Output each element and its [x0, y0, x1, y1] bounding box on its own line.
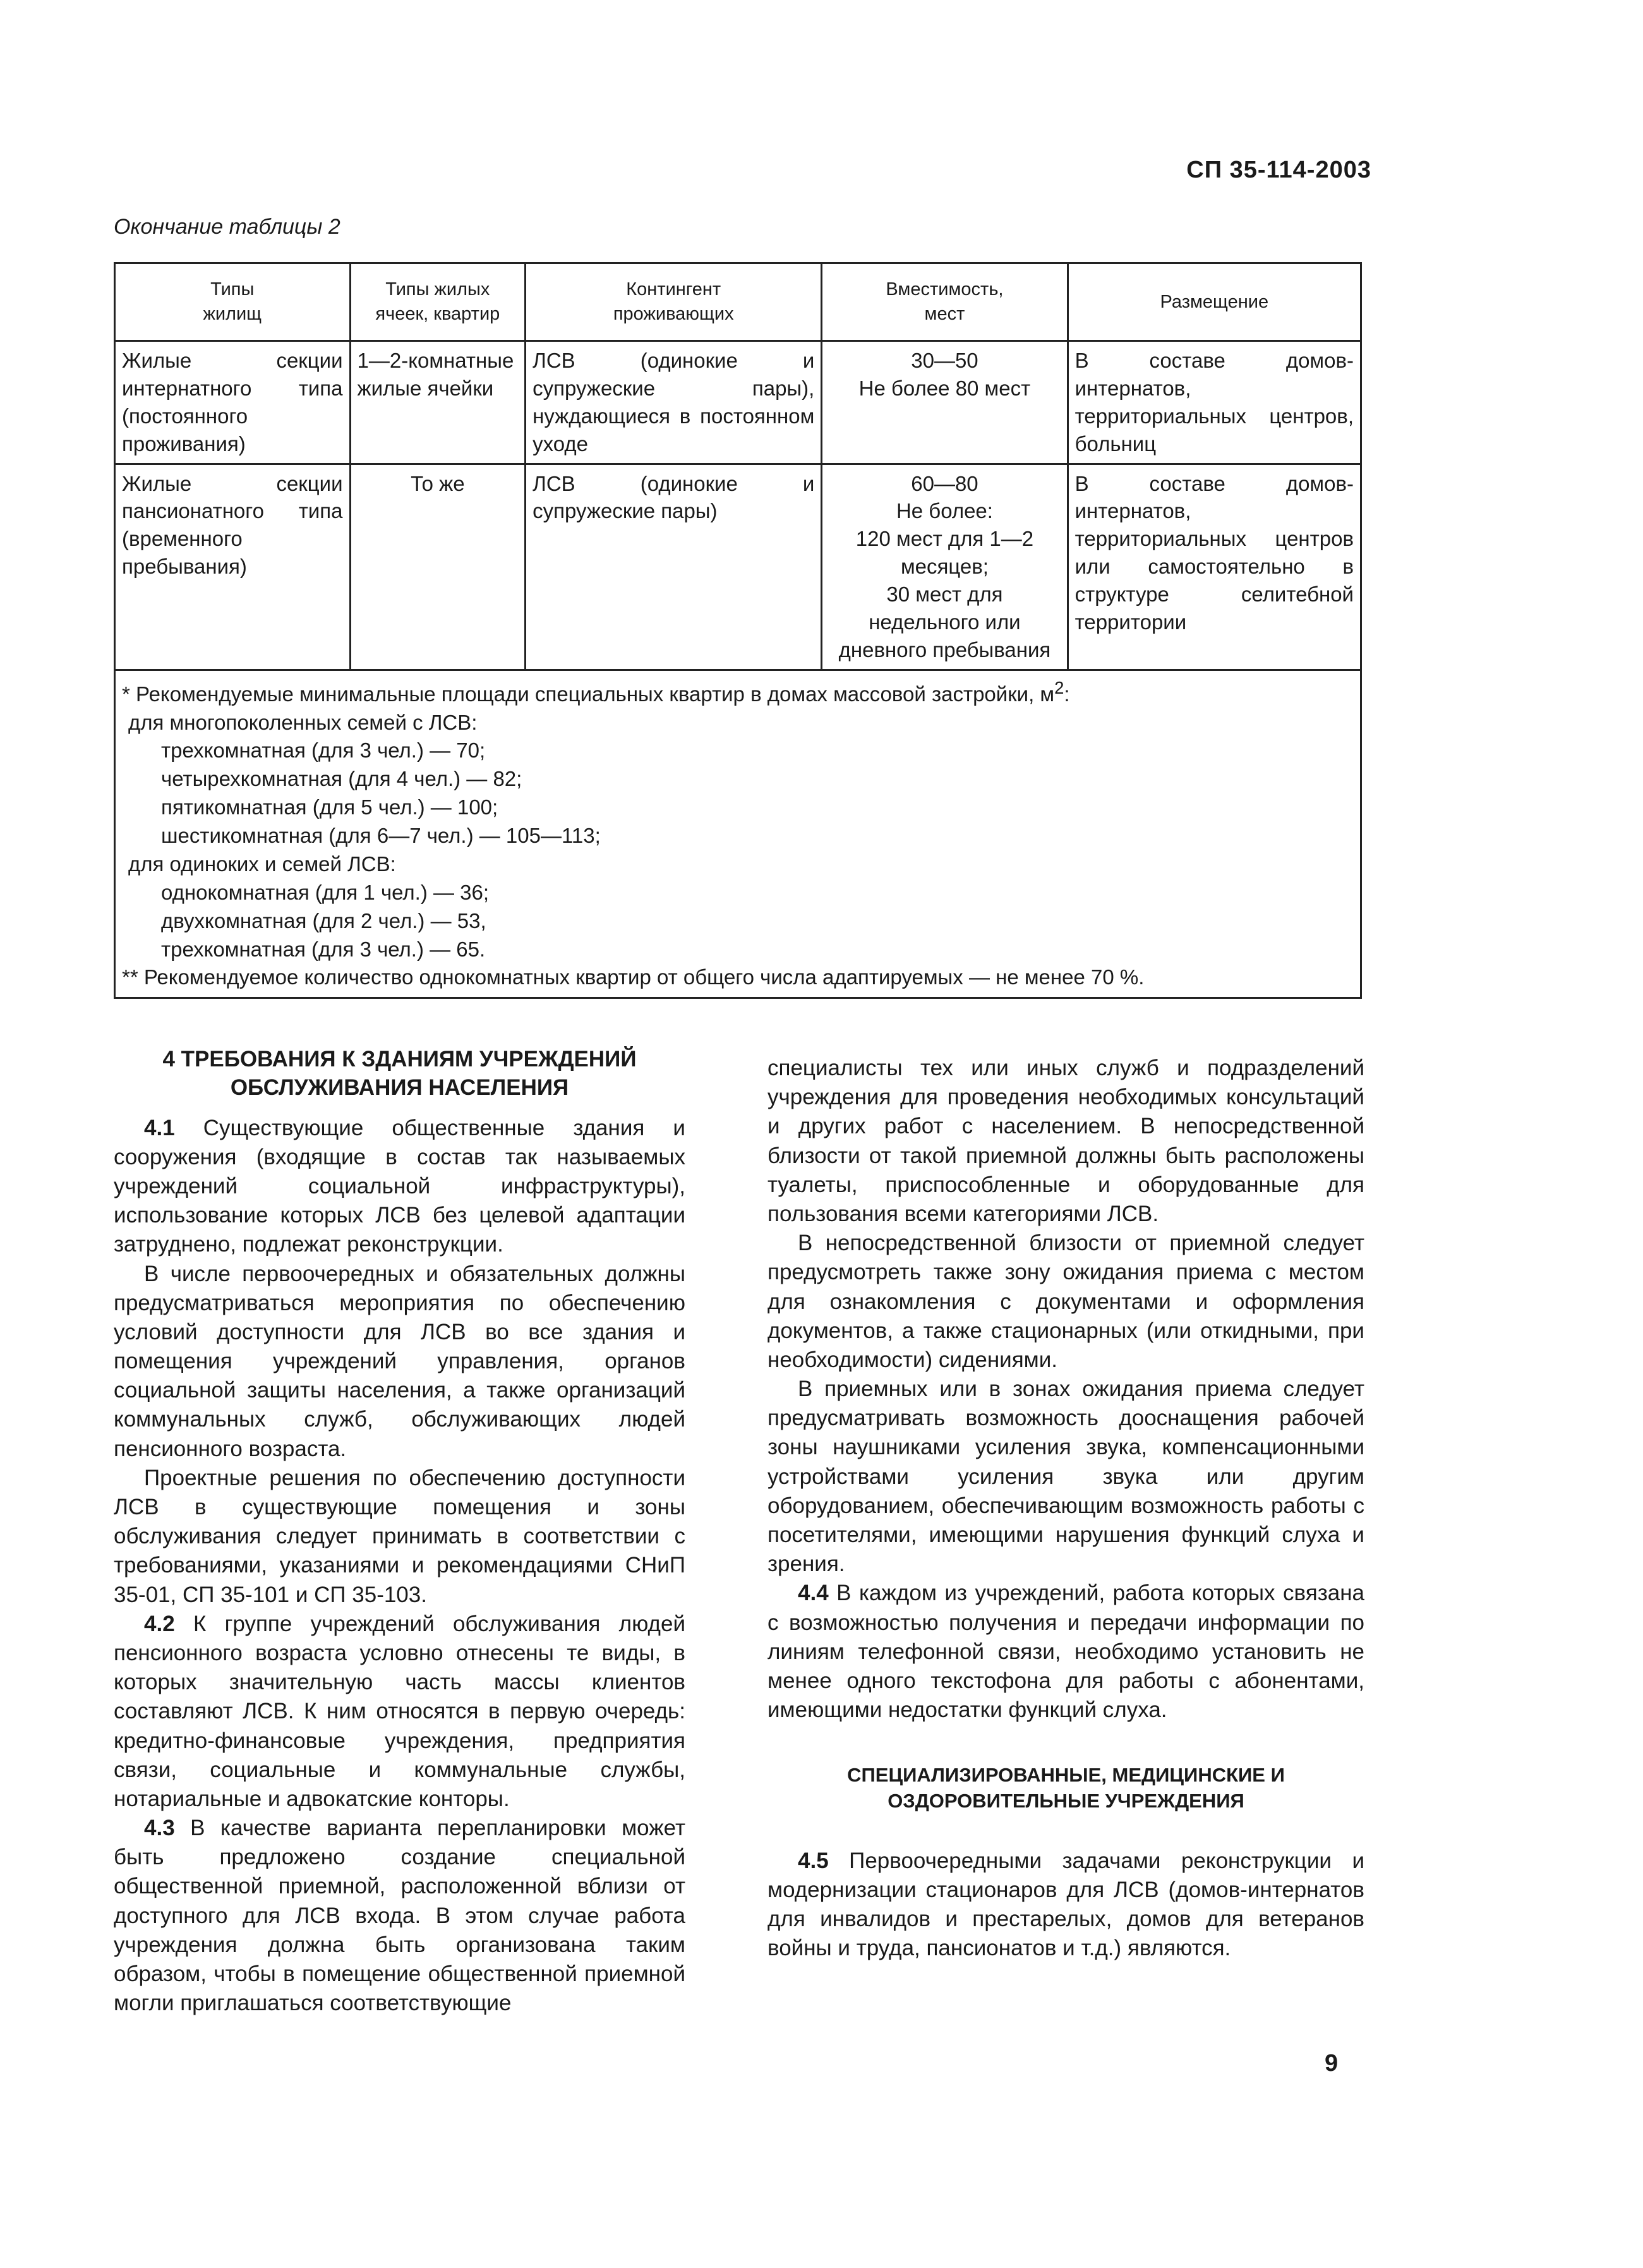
- clause-number: 4.5: [798, 1848, 829, 1873]
- note-item: шестикомнатная (для 6—7 чел.) — 105—113;: [161, 824, 601, 847]
- paragraph-text: К группе учреждений обслуживания людей пенсионного возраста условно отнесены те виды, в которых значительную часть массы клиентов составляют ЛСВ. К ним относятся в первую очередь: кредитно-финансовые учреждения, предприятия связи, социальные и коммунальные службы, нотариальные и адвокатские конторы.: [114, 1611, 685, 1811]
- cell-contingent: ЛСВ (одинокие и супружеские пары): [526, 464, 822, 670]
- table-caption: Окончание таблицы 2: [114, 215, 340, 239]
- paragraph-4-1: [114, 1114, 685, 1260]
- note-1-intro: [122, 676, 1354, 709]
- note-2: ** Рекомендуемое количество однокомнатных квартир от общего числа адаптируемых — не менее 70 %.: [122, 965, 1145, 989]
- cell-contingent: ЛСВ (одинокие и супружеские пары), нуждающиеся в постоянном уходе: [526, 341, 822, 464]
- note-1-superscript: 2: [1054, 677, 1064, 697]
- paragraph-4-3: [114, 1814, 685, 2018]
- cell-capacity: 30—50 Не более 80 мест: [822, 341, 1068, 464]
- cell-cells: То же: [350, 464, 526, 670]
- subsection-heading: СПЕЦИАЛИЗИРОВАННЫЕ, МЕДИЦИНСКИЕ И ОЗДОРОВИТЕЛЬНЫЕ УЧРЕЖДЕНИЯ: [847, 1764, 1285, 1812]
- paragraph-text: В качестве варианта перепланировки может быть предложено создание специальной общественной приемной, расположенной вблизи от доступного для ЛСВ входа. В этом случае работа учреждения должна быть организована таким образом, чтобы в помещение общественной приемной могли приглашаться соответствующие: [114, 1816, 685, 2016]
- cell-placement: В составе домов-интернатов, территориальных центров, больниц: [1068, 341, 1361, 464]
- paragraph-text: Первоочередными задачами реконструкции и модернизации стационаров для ЛСВ (домов-интернатов для инвалидов и престарелых, домов для ветеранов войны и труда, пансионатов и т.д.) являются.: [767, 1848, 1364, 1961]
- note-1-end: :: [1064, 682, 1070, 706]
- note-1-text: * Рекомендуемые минимальные площади специальных квартир в домах массовой застройки, м: [122, 682, 1055, 706]
- paragraph-text: Существующие общественные здания и сооружения (входящие в состав так называемых учреждений социальной инфраструктуры), использование которых ЛСВ без целевой адаптации затруднено, подлежат реконструкции.: [114, 1115, 685, 1257]
- column-header-placement: Размещение: [1068, 263, 1361, 341]
- cell-placement: В составе домов-интернатов, территориальных центров или самостоятельно в структуре селитебной территории: [1068, 464, 1361, 670]
- column-header-cells: Типы жилых ячеек, квартир: [350, 263, 526, 341]
- paragraph-text: В каждом из учреждений, работа которых связана с возможностью получения и передачи информации по линиям телефонной связи, необходимо установить не менее одного текстофона для работы с абонентами, имеющими недостатки функций слуха.: [767, 1581, 1364, 1723]
- note-item: пятикомнатная (для 5 чел.) — 100;: [161, 795, 498, 819]
- table-notes: [115, 670, 1361, 998]
- clause-number: 4.4: [798, 1581, 829, 1606]
- table-2: [114, 262, 1362, 999]
- column-header-contingent: Контингент проживающих: [526, 263, 822, 341]
- note-item: однокомнатная (для 1 чел.) — 36;: [161, 880, 490, 904]
- clause-number: 4.1: [144, 1115, 175, 1140]
- note-item: двухкомнатная (для 2 чел.) — 53,: [161, 908, 486, 932]
- section-heading: 4 ТРЕБОВАНИЯ К ЗДАНИЯМ УЧРЕЖДЕНИЙ ОБСЛУЖИВАНИЯ НАСЕЛЕНИЯ: [162, 1047, 637, 1100]
- paragraph-4-4: [767, 1579, 1364, 1725]
- note-item: трехкомнатная (для 3 чел.) — 65.: [161, 937, 486, 961]
- note-item: трехкомнатная (для 3 чел.) — 70;: [161, 739, 486, 763]
- table-row: [115, 464, 1361, 670]
- right-column: [767, 1054, 1364, 1963]
- paragraph: В числе первоочередных и обязательных должны предусматриваться мероприятия по обеспечению условий доступности для ЛСВ во все здания и помещения учреждений управления, органов социальной защиты населения, а также организаций коммунальных служб, обслуживающих людей пенсионного возраста.: [114, 1261, 685, 1461]
- column-header-capacity: Вместимость, мест: [822, 263, 1068, 341]
- paragraph: В непосредственной близости от приемной следует предусмотреть также зону ожидания приема с местом для ознакомления с документами и оформления документов, а также стационарных (или откидными, при необходимости) сидениями.: [767, 1231, 1364, 1372]
- cell-cells: 1—2-комнатные жилые ячейки: [350, 341, 526, 464]
- paragraph-4-5: [767, 1847, 1364, 1963]
- page-number: 9: [1325, 2050, 1339, 2077]
- cell-type: Жилые секции интернатного типа (постоянного проживания): [115, 341, 351, 464]
- table-row: [115, 341, 1361, 464]
- paragraph-continued: специалисты тех или иных служб и подразделений учреждения для проведения необходимых консультаций и других работ с населением. В непосредственной близости от такой приемной должны быть расположены туалеты, приспособленные и оборудованные для пользования всеми категориями ЛСВ.: [767, 1056, 1364, 1226]
- column-header-types: Типы жилищ: [115, 263, 351, 341]
- paragraph: В приемных или в зонах ожидания приема следует предусматривать возможность дооснащения рабочей зоны наушниками усиления звука, компенсационными устройствами усиления звука или другим оборудованием, обеспечивающим возможность работы с посетителями, имеющими нарушения функций слуха и зрения.: [767, 1377, 1364, 1577]
- table-header-row: [115, 263, 1361, 341]
- note-group-2-title: для одиноких и семей ЛСВ:: [128, 852, 396, 876]
- note-item: четырехкомнатная (для 4 чел.) — 82;: [161, 767, 522, 791]
- cell-capacity: 60—80 Не более: 120 мест для 1—2 месяцев; 30 мест для недельного или дневного пребывания: [822, 464, 1068, 670]
- clause-number: 4.3: [144, 1816, 175, 1841]
- table-notes-row: [115, 670, 1361, 998]
- note-group-1-title: для многопоколенных семей с ЛСВ:: [128, 710, 478, 734]
- cell-type: Жилые секции пансионатного типа (временного пребывания): [115, 464, 351, 670]
- paragraph-4-2: [114, 1610, 685, 1814]
- clause-number: 4.2: [144, 1611, 175, 1636]
- left-column: [114, 1046, 685, 2018]
- paragraph: Проектные решения по обеспечению доступности ЛСВ в существующие помещения и зоны обслуживания следует принимать в соответствии с требованиями, указаниями и рекомендациями СНиП 35-01, СП 35-101 и СП 35-103.: [114, 1465, 685, 1607]
- document-code: СП 35-114-2003: [1186, 157, 1371, 183]
